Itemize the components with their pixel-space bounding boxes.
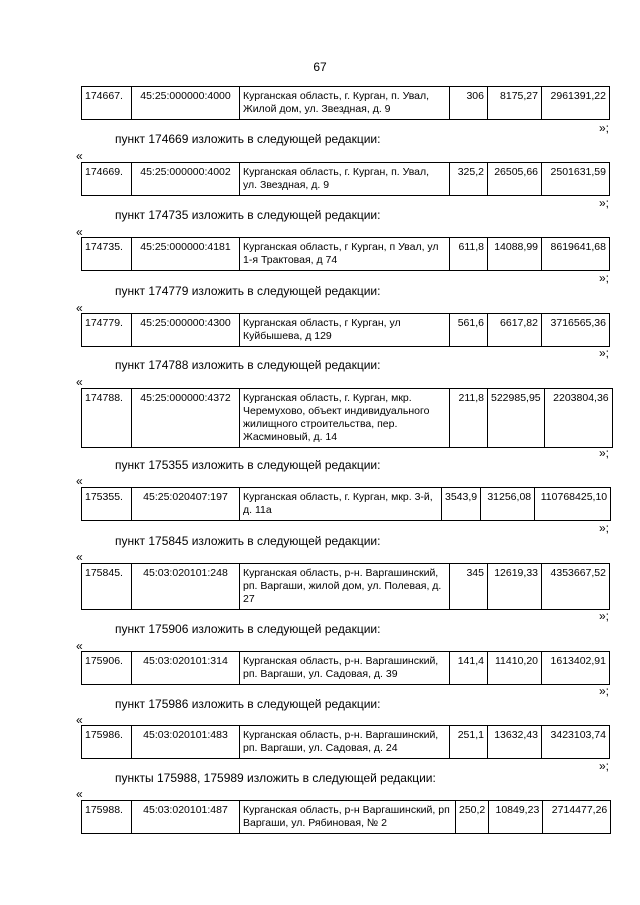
area: 211,8 [450,389,488,448]
cadastral-number: 45:25:020407:197 [132,488,240,521]
value-1: 12619,33 [488,564,542,610]
value-1: 13632,43 [488,726,542,759]
row-number: 174667. [82,87,132,120]
opening-quote: « [76,639,83,653]
address: Курганская область, г. Курган, мкр. 3-й, д. 11а [240,488,442,521]
area: 306 [450,87,488,120]
closing-quote: »; [598,121,609,135]
closing-quote: »; [598,196,609,210]
address: Курганская область, г. Курган, п. Увал, ул. Звездная, д. 9 [240,163,450,196]
value-2: 2203804,36 [544,389,612,448]
registry-table [81,162,610,196]
value-2: 2961391,22 [542,87,610,120]
section-heading: пункт 175355 изложить в следующей редакции: [115,458,381,472]
closing-quote: »; [598,521,609,535]
cadastral-number: 45:25:000000:4002 [132,163,240,196]
value-2: 3716565,36 [542,314,610,347]
registry-table [81,563,610,610]
table-row [82,726,610,759]
table-row [82,389,613,448]
row-number: 175355. [82,488,132,521]
area: 250,2 [456,801,489,834]
value-2: 1613402,91 [542,652,610,685]
section-heading: пункт 175906 изложить в следующей редакции: [115,622,381,636]
area: 345 [450,564,488,610]
section-heading: пункты 175988, 175989 изложить в следующей редакции: [115,771,436,785]
row-number: 174779. [82,314,132,347]
section-heading: пункт 174788 изложить в следующей редакции: [115,358,381,372]
cadastral-number: 45:25:000000:4000 [132,87,240,120]
address: Курганская область, г Курган, п Увал, ул 1-я Трактовая, д 74 [240,238,450,271]
table-row [82,238,610,271]
cadastral-number: 45:03:020101:248 [132,564,240,610]
value-2: 3423103,74 [542,726,610,759]
cadastral-number: 45:03:020101:483 [132,726,240,759]
table-row [82,87,610,120]
opening-quote: « [76,474,83,488]
row-number: 174788. [82,389,132,448]
table-row [82,564,610,610]
registry-table [81,86,610,120]
address: Курганская область, р-н. Варгашинский, рп. Варгаши, жилой дом, ул. Полевая, д. 27 [240,564,450,610]
table-row [82,314,610,347]
opening-quote: « [76,713,83,727]
cadastral-number: 45:25:000000:4300 [132,314,240,347]
cadastral-number: 45:25:000000:4181 [132,238,240,271]
registry-table [81,800,611,834]
row-number: 174735. [82,238,132,271]
row-number: 174669. [82,163,132,196]
closing-quote: »; [598,609,609,623]
section-heading: пункт 174669 изложить в следующей редакции: [115,132,381,146]
closing-quote: »; [598,684,609,698]
registry-table [81,651,610,685]
area: 611,8 [450,238,488,271]
value-1: 31256,08 [481,488,535,521]
value-2: 2501631,59 [542,163,610,196]
closing-quote: »; [598,759,609,773]
row-number: 175988. [82,801,132,834]
opening-quote: « [76,301,83,315]
area: 3543,9 [442,488,481,521]
closing-quote: »; [598,271,609,285]
table-row [82,163,610,196]
area: 561,6 [450,314,488,347]
value-1: 8175,27 [488,87,542,120]
registry-table [81,313,610,347]
row-number: 175845. [82,564,132,610]
value-2: 110768425,10 [535,488,611,521]
registry-table [81,487,611,521]
value-1: 11410,20 [488,652,542,685]
address: Курганская область, р-н Варгашинский, рп Варгаши, ул. Рябиновая, № 2 [240,801,456,834]
section-heading: пункт 174735 изложить в следующей редакции: [115,208,381,222]
table-row [82,652,610,685]
page-number: 67 [313,60,327,74]
address: Курганская область, р-н. Варгашинский, рп. Варгаши, ул. Садовая, д. 24 [240,726,450,759]
registry-table [81,388,613,448]
opening-quote: « [76,550,83,564]
address: Курганская область, г. Курган, п. Увал, Жилой дом, ул. Звездная, д. 9 [240,87,450,120]
row-number: 175906. [82,652,132,685]
table-row [82,488,611,521]
section-heading: пункт 175986 изложить в следующей редакции: [115,697,381,711]
area: 325,2 [450,163,488,196]
value-1: 10849,23 [489,801,543,834]
value-2: 2714477,26 [543,801,611,834]
value-1: 522985,95 [488,389,545,448]
address: Курганская область, г Курган, ул Куйбышева, д 129 [240,314,450,347]
opening-quote: « [76,375,83,389]
section-heading: пункт 175845 изложить в следующей редакции: [115,534,381,548]
value-1: 26505,66 [488,163,542,196]
value-1: 6617,82 [488,314,542,347]
registry-table [81,237,610,271]
area: 251,1 [450,726,488,759]
cadastral-number: 45:03:020101:314 [132,652,240,685]
section-heading: пункт 174779 изложить в следующей редакции: [115,284,381,298]
opening-quote: « [76,149,83,163]
cadastral-number: 45:25:000000:4372 [132,389,240,448]
cadastral-number: 45:03:020101:487 [132,801,240,834]
table-row [82,801,611,834]
closing-quote: »; [598,446,609,460]
address: Курганская область, г. Курган, мкр. Черемухово, объект индивидуального жилищного строительства, пер. Жасминовый, д. 14 [240,389,450,448]
row-number: 175986. [82,726,132,759]
value-2: 4353667,52 [542,564,610,610]
value-1: 14088,99 [488,238,542,271]
value-2: 8619641,68 [542,238,610,271]
opening-quote: « [76,787,83,801]
closing-quote: »; [598,346,609,360]
registry-table [81,725,610,759]
area: 141,4 [450,652,488,685]
opening-quote: « [76,225,83,239]
address: Курганская область, р-н. Варгашинский, рп. Варгаши, ул. Садовая, д. 39 [240,652,450,685]
